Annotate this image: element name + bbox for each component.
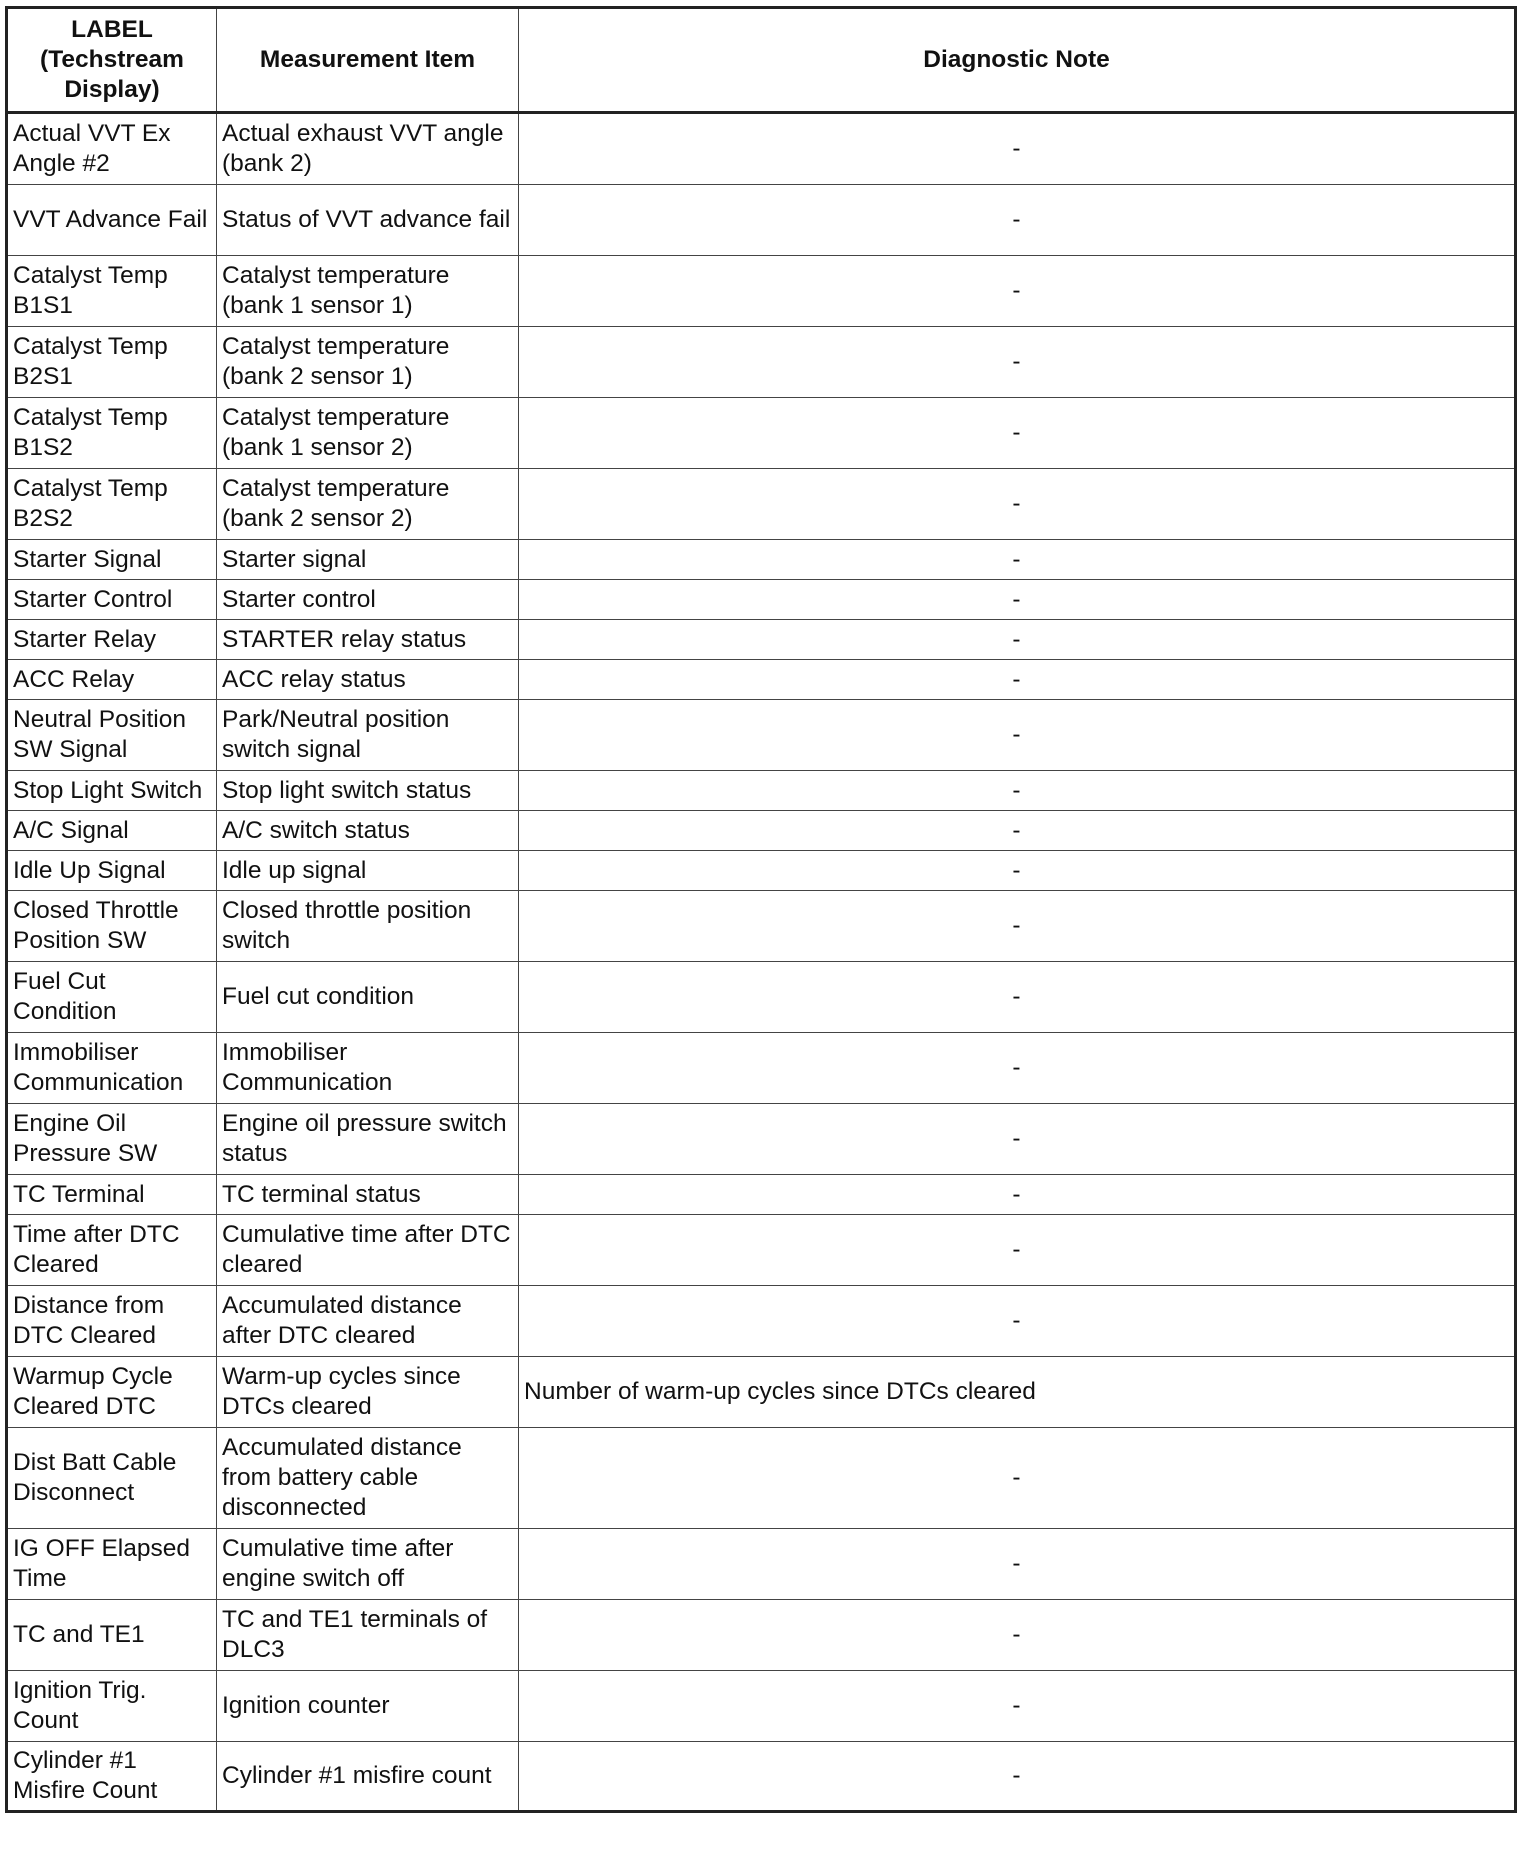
label-cell: Catalyst Temp B1S1 xyxy=(7,256,217,327)
diagnostic-note-cell: - xyxy=(519,1600,1516,1671)
table-row xyxy=(7,1175,1516,1215)
diagnostic-note-cell: - xyxy=(519,256,1516,327)
table-row xyxy=(7,811,1516,851)
table-row xyxy=(7,851,1516,891)
diagnostic-note-cell: - xyxy=(519,398,1516,469)
diagnostic-note-cell: - xyxy=(519,580,1516,620)
label-cell: Dist Batt Cable Disconnect xyxy=(7,1428,217,1529)
diagnostic-note-cell: - xyxy=(519,1286,1516,1357)
table-row xyxy=(7,1033,1516,1104)
measurement-item-cell: Starter control xyxy=(217,580,519,620)
measurement-item-column-header: Measurement Item xyxy=(217,8,519,113)
label-cell: Time after DTC Cleared xyxy=(7,1215,217,1286)
diagnostic-note-cell: - xyxy=(519,1033,1516,1104)
table-row xyxy=(7,327,1516,398)
measurement-item-cell: Catalyst temperature (bank 2 sensor 1) xyxy=(217,327,519,398)
table-row xyxy=(7,1742,1516,1812)
measurement-item-cell: Accumulated distance from battery cable disconnected xyxy=(217,1428,519,1529)
diagnostic-note-column-header: Diagnostic Note xyxy=(519,8,1516,113)
label-cell: Stop Light Switch xyxy=(7,771,217,811)
diagnostic-note-cell: - xyxy=(519,113,1516,185)
diagnostic-note-cell: - xyxy=(519,540,1516,580)
data-list-table xyxy=(5,6,1517,1813)
label-cell: A/C Signal xyxy=(7,811,217,851)
diagnostic-note-cell: - xyxy=(519,771,1516,811)
label-cell: ACC Relay xyxy=(7,660,217,700)
diagnostic-note-cell: - xyxy=(519,620,1516,660)
measurement-item-cell: Status of VVT advance fail xyxy=(217,185,519,256)
table-row xyxy=(7,580,1516,620)
measurement-item-cell: Park/Neutral position switch signal xyxy=(217,700,519,771)
table-row xyxy=(7,891,1516,962)
table-row xyxy=(7,620,1516,660)
label-cell: Idle Up Signal xyxy=(7,851,217,891)
measurement-item-cell: ACC relay status xyxy=(217,660,519,700)
measurement-item-cell: TC terminal status xyxy=(217,1175,519,1215)
diagnostic-note-cell: - xyxy=(519,851,1516,891)
measurement-item-cell: Stop light switch status xyxy=(217,771,519,811)
label-column-header: LABEL (Techstream Display) xyxy=(7,8,217,113)
label-cell: Immobiliser Communication xyxy=(7,1033,217,1104)
measurement-item-cell: Warm-up cycles since DTCs cleared xyxy=(217,1357,519,1428)
measurement-item-cell: Cylinder #1 misfire count xyxy=(217,1742,519,1812)
table-row xyxy=(7,1286,1516,1357)
diagnostic-note-cell: - xyxy=(519,1104,1516,1175)
diagnostic-note-cell: - xyxy=(519,1175,1516,1215)
table-row xyxy=(7,660,1516,700)
measurement-item-cell: TC and TE1 terminals of DLC3 xyxy=(217,1600,519,1671)
label-cell: Engine Oil Pressure SW xyxy=(7,1104,217,1175)
measurement-item-cell: Cumulative time after DTC cleared xyxy=(217,1215,519,1286)
measurement-item-cell: Closed throttle position switch xyxy=(217,891,519,962)
measurement-item-cell: STARTER relay status xyxy=(217,620,519,660)
label-cell: TC and TE1 xyxy=(7,1600,217,1671)
measurement-item-cell: Catalyst temperature (bank 1 sensor 2) xyxy=(217,398,519,469)
table-row xyxy=(7,1357,1516,1428)
diagnostic-note-cell: - xyxy=(519,811,1516,851)
label-cell: Starter Control xyxy=(7,580,217,620)
label-cell: Fuel Cut Condition xyxy=(7,962,217,1033)
diagnostic-note-cell: - xyxy=(519,185,1516,256)
diagnostic-note-cell: - xyxy=(519,1529,1516,1600)
measurement-item-cell: A/C switch status xyxy=(217,811,519,851)
label-cell: Distance from DTC Cleared xyxy=(7,1286,217,1357)
label-cell: Neutral Position SW Signal xyxy=(7,700,217,771)
label-cell: Ignition Trig. Count xyxy=(7,1671,217,1742)
measurement-item-cell: Cumulative time after engine switch off xyxy=(217,1529,519,1600)
diagnostic-note-cell: Number of warm-up cycles since DTCs cleared xyxy=(519,1357,1516,1428)
table-row xyxy=(7,1428,1516,1529)
label-cell: Starter Relay xyxy=(7,620,217,660)
header-row xyxy=(7,8,1516,113)
table-row xyxy=(7,1104,1516,1175)
diagnostic-note-cell: - xyxy=(519,962,1516,1033)
measurement-item-cell: Immobiliser Communication xyxy=(217,1033,519,1104)
label-cell: Catalyst Temp B2S2 xyxy=(7,469,217,540)
table-row xyxy=(7,185,1516,256)
diagnostic-note-cell: - xyxy=(519,891,1516,962)
diagnostic-note-cell: - xyxy=(519,1671,1516,1742)
measurement-item-cell: Fuel cut condition xyxy=(217,962,519,1033)
measurement-item-cell: Engine oil pressure switch status xyxy=(217,1104,519,1175)
diagnostic-note-cell: - xyxy=(519,1215,1516,1286)
diagnostic-note-cell: - xyxy=(519,700,1516,771)
label-cell: Actual VVT Ex Angle #2 xyxy=(7,113,217,185)
label-cell: Cylinder #1 Misfire Count xyxy=(7,1742,217,1812)
label-cell: Closed Throttle Position SW xyxy=(7,891,217,962)
label-cell: Catalyst Temp B2S1 xyxy=(7,327,217,398)
table-row xyxy=(7,771,1516,811)
table-row xyxy=(7,256,1516,327)
table-row xyxy=(7,700,1516,771)
diagnostic-note-cell: - xyxy=(519,327,1516,398)
measurement-item-cell: Actual exhaust VVT angle (bank 2) xyxy=(217,113,519,185)
label-cell: Catalyst Temp B1S2 xyxy=(7,398,217,469)
table-row xyxy=(7,113,1516,185)
label-cell: IG OFF Elapsed Time xyxy=(7,1529,217,1600)
measurement-item-cell: Catalyst temperature (bank 1 sensor 1) xyxy=(217,256,519,327)
label-cell: VVT Advance Fail xyxy=(7,185,217,256)
table-row xyxy=(7,469,1516,540)
diagnostic-note-cell: - xyxy=(519,469,1516,540)
table-row xyxy=(7,962,1516,1033)
table-row xyxy=(7,540,1516,580)
measurement-item-cell: Idle up signal xyxy=(217,851,519,891)
table-row xyxy=(7,1671,1516,1742)
diagnostic-note-cell: - xyxy=(519,660,1516,700)
diagnostic-note-cell: - xyxy=(519,1742,1516,1812)
table-row xyxy=(7,1600,1516,1671)
measurement-item-cell: Accumulated distance after DTC cleared xyxy=(217,1286,519,1357)
label-cell: Warmup Cycle Cleared DTC xyxy=(7,1357,217,1428)
label-cell: TC Terminal xyxy=(7,1175,217,1215)
table-row xyxy=(7,398,1516,469)
label-cell: Starter Signal xyxy=(7,540,217,580)
table-row xyxy=(7,1529,1516,1600)
diagnostic-note-cell: - xyxy=(519,1428,1516,1529)
measurement-item-cell: Ignition counter xyxy=(217,1671,519,1742)
measurement-item-cell: Starter signal xyxy=(217,540,519,580)
table-row xyxy=(7,1215,1516,1286)
measurement-item-cell: Catalyst temperature (bank 2 sensor 2) xyxy=(217,469,519,540)
